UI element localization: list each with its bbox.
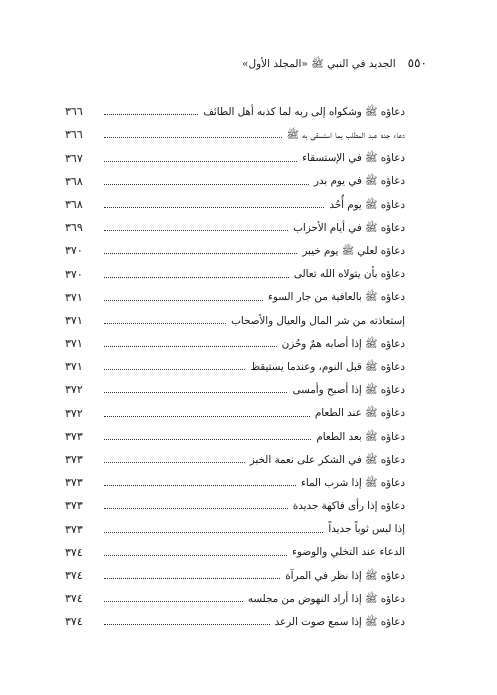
toc-entry-title: دعاؤه ﷺ إذا نظر في المرآة [285,569,405,582]
toc-entry-title: دعاؤه ﷺ بالعافية من جار السوء [267,291,405,304]
toc-entry [65,326,405,349]
dot-leader [104,277,289,278]
toc-entry-page: ٣٧٢ [65,406,83,420]
toc-entry [65,395,405,418]
toc-entry [65,465,405,488]
dot-leader [104,508,288,509]
dot-leader [104,161,297,162]
book-title: الجديد في النبي ﷺ «المجلد الأول» [242,58,396,70]
toc-entry [65,256,405,279]
toc-entry-page: ٣٧١ [65,360,83,374]
toc-entry [65,558,405,581]
toc-entry-page: ٣٧١ [65,290,83,304]
toc-entry [65,604,405,627]
toc-entry-title: دعاؤه ﷺ إذا سمع صوت الرعد [274,616,405,629]
toc-entry-title: دعاؤه ﷺ إذا أصبح وأمسى [292,384,405,397]
table-of-contents [65,94,405,627]
toc-entry-title: دعاؤه ﷺ في الشكر على نعمة الخبز [249,453,405,466]
dot-leader [104,462,245,463]
dot-leader [104,184,309,185]
toc-entry-page: ٣٧٠ [65,267,83,281]
toc-entry [65,140,405,163]
toc-entry-page: ٣٦٨ [65,197,83,211]
toc-entry-title: دعاؤه ﷺ عند الطعام [314,407,405,420]
toc-entry-page: ٣٧٣ [65,522,83,536]
toc-entry [65,581,405,604]
toc-entry-page: ٣٧٣ [65,499,83,513]
toc-entry [65,94,405,117]
dot-leader [104,137,282,138]
toc-entry-page: ٣٧٤ [65,545,83,559]
toc-entry [65,164,405,187]
toc-entry-title: دعاؤه ﷺ في يوم بدر [313,175,405,188]
toc-entry-title: دعاء جده عبد المطلب بما استسقى به ﷺ [286,129,405,142]
toc-entry-title: دعاؤه ﷺ إذا أصابه همٌ وحُزن [281,337,405,350]
toc-entry-title: دعاؤه إذا رأى فاكهة جديدة [292,500,405,513]
toc-entry-page: ٣٧٠ [65,244,83,258]
toc-entry [65,419,405,442]
toc-entry [65,488,405,511]
toc-entry-title: دعاؤه ﷺ إذا شرب الماء [300,476,405,489]
toc-entry-page: ٣٧٣ [65,429,83,443]
toc-entry-page: ٣٧٤ [65,568,83,582]
toc-entry-page: ٣٧١ [65,313,83,327]
dot-leader [104,624,270,625]
toc-entry-page: ٣٧١ [65,337,83,351]
toc-entry-title: دعاؤه ﷺ في أيام الأحزاب [293,221,405,234]
dot-leader [104,416,310,417]
dot-leader [104,114,198,115]
toc-entry-title: دعاؤه ﷺ في الإستسقاء [302,152,405,165]
toc-entry-title: دعاؤه ﷺ وشكواه إلى ربه لما كذبه أهل الطائف [203,105,405,118]
toc-entry [65,349,405,372]
toc-entry [65,511,405,534]
dot-leader [104,578,280,579]
running-header [242,56,427,73]
page-number: ٥٥٠ [407,56,427,70]
toc-entry-page: ٣٦٩ [65,221,83,235]
toc-entry [65,117,405,140]
toc-entry-title: دعاؤه بأن يتولاه الله تعالى [293,268,405,281]
dot-leader [104,207,324,208]
toc-entry [65,210,405,233]
toc-entry-title: دعاؤه ﷺ إذا أراد النهوض من مجلسه [247,592,405,605]
toc-entry-page: ٣٦٧ [65,151,83,165]
dot-leader [104,392,287,393]
toc-entry-page: ٣٦٦ [65,128,83,142]
toc-entry-page: ٣٧٣ [65,476,83,490]
toc-entry [65,442,405,465]
dot-leader [104,532,323,533]
toc-entry-title: دعاؤه ﷺ قبل النوم، وعندما يستيقظ [250,360,405,373]
toc-entry-page: ٣٧٢ [65,383,83,397]
dot-leader [104,555,287,556]
toc-entry-title: دعاؤه ﷺ يوم أُحُد [329,198,405,211]
dot-leader [104,253,297,254]
toc-entry-title: دعاؤه لعلي ﷺ يوم خيبر [302,245,405,258]
toc-entry [65,187,405,210]
toc-entry [65,303,405,326]
toc-entry-page: ٣٧٤ [65,615,83,629]
toc-entry-page: ٣٦٦ [65,105,83,119]
toc-entry [65,535,405,558]
toc-entry [65,280,405,303]
dot-leader [104,485,296,486]
dot-leader [104,230,288,231]
dot-leader [104,439,311,440]
dot-leader [104,369,245,370]
toc-entry [65,372,405,395]
toc-entry-title: إذا لبس ثوباً جديداً [328,523,405,536]
dot-leader [104,601,243,602]
toc-entry [65,233,405,256]
dot-leader [104,300,263,301]
dot-leader [104,346,277,347]
toc-entry-page: ٣٧٣ [65,453,83,466]
toc-entry-title: الدعاء عند التخلي والوضوء [292,546,405,559]
dot-leader [104,323,226,324]
toc-entry-title: دعاؤه ﷺ بعد الطعام [316,430,405,443]
toc-entry-page: ٣٧٤ [65,592,83,606]
toc-entry-title: إستعاذته من شر المال والعيال والأصحاب [231,314,405,327]
toc-entry-page: ٣٦٨ [65,174,83,188]
